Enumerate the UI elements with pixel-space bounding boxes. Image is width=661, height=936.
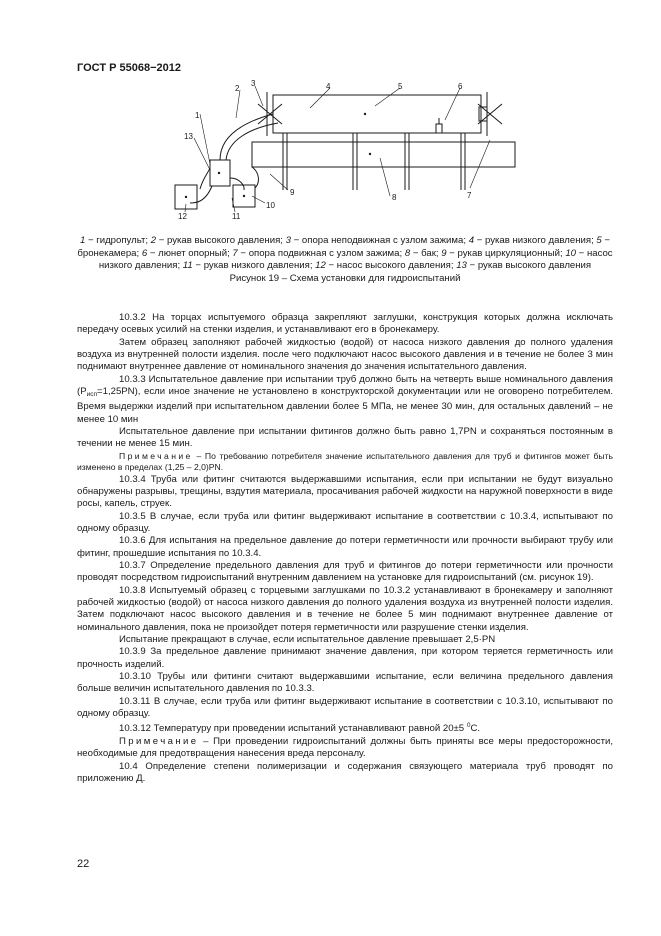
paragraph: 10.3.5 В случае, если труба или фитинг выдерживают испытание в соответствии с 10.3.4, испытывают по одному образцу. — [77, 510, 613, 534]
document-header: ГОСТ Р 55068−2012 — [77, 62, 181, 74]
note: Примечание – При проведении гидроиспытаний должны быть приняты все меры предосторожности, необходимые для предотвращения нанесения вреда персоналу. — [77, 735, 613, 760]
paragraph: 10.3.7 Определение предельного давления для труб и фитингов до потери герметичности или прочности проводят посредством гидроиспытаний внутренним давлением на установке для гидроиспытаний (см. рисунок 19). — [77, 560, 613, 584]
figure-title: Рисунок 19 – Схема установки для гидроиспытаний — [229, 272, 461, 284]
paragraph: 10.3.2 На торцах испытуемого образца закрепляют заглушки, конструкция которых должна исключать передачу осевых усилий на стенки изделия, и устанавливают его в бронекамеру. — [77, 312, 613, 336]
figure-label-7: 7 — [467, 191, 472, 200]
figure-label-11: 11 — [232, 212, 241, 221]
figure-label-6: 6 — [458, 82, 463, 91]
note: Примечание – По требованию потребителя значение испытательного давления для труб и фитингов может быть изменено в пределах (1,25 – 2,0)PN. — [77, 450, 613, 473]
paragraph: 10.3.12 Температуру при проведении испытаний устанавливают равной 20±5 $^0$С. — [119, 722, 481, 735]
figure-caption — [77, 235, 613, 285]
paragraph: Испытание прекращают в случае, если испытательное давление превышает 2,5·PN — [119, 634, 496, 646]
figure-label-12: 12 — [178, 212, 187, 221]
figure-legend: 1 − гидропульт; 2 − рукав высокого давления; 3 − опора неподвижная с узлом зажима; 4 − рукав низкого давления; 5 − бронекамера; 6 − люнет опорный; 7 − опора подвижная с узлом зажима; 8 − бак; 9 − рукав циркуляционный; 10 − насос низкого давления; 11 − рукав низкого давления; 12 − насос высокого давления; 13 − рукав высокого давления — [77, 235, 613, 272]
page-number: 22 — [77, 858, 90, 870]
paragraph: 10.3.11 В случае, если труба или фитинг выдерживают испытание в соответствии с 10.3.10, испытывают по одному образцу. — [77, 695, 613, 720]
test-setup-diagram — [160, 78, 540, 228]
paragraph: 10.3.3 Испытательное давление при испытании труб должно быть на четверть выше номинального давления $(P_{исп}=1,25PN)$, если иное значение не установлено в конструкторской документации или не оговорено потребителем. Время выдержки изделий при испытательном давлении более 5 МПа, не менее 30 мин, для остальных давлений – не менее 10 мин — [77, 373, 613, 425]
paragraph: 10.4 Определение степени полимеризации и содержания связующего материала труб проводят по приложению Д. — [77, 760, 613, 784]
figure-label-3: 3 — [251, 79, 256, 88]
figure-label-1: 1 — [195, 111, 200, 120]
figure-label-13: 13 — [184, 132, 193, 141]
figure-label-9: 9 — [290, 188, 295, 197]
armored-chamber — [273, 95, 481, 133]
paragraph: Испытательное давление при испытании фитингов должно быть равно 1,7PN и сохраняться постоянным в течении не менее 15 мин. — [77, 426, 613, 450]
document-body — [77, 312, 613, 785]
tank — [252, 142, 515, 167]
paragraph: 10.3.9 За предельное давление принимают значение давления, при котором теряется герметичность или прочность изделий. — [77, 646, 613, 670]
paragraph: 10.3.10 Трубы или фитинги считают выдержавшими испытание, если величина предельного давления больше величин испытательного давления по 10.3.3. — [77, 671, 613, 695]
figure-label-10: 10 — [266, 201, 275, 210]
paragraph: 10.3.4 Труба или фитинг считаются выдержавшими испытания, если при испытании не будут визуально обнаружены разрывы, трещины, вздутия материала, просачивания рабочей жидкости на наружной поверхности в виде росы, капель, струек. — [77, 473, 613, 510]
figure-label-4: 4 — [326, 82, 331, 91]
figure-label-8: 8 — [392, 193, 397, 202]
figure-label-2: 2 — [235, 84, 240, 93]
paragraph: Затем образец заполняют рабочей жидкостью (водой) от насоса низкого давления до полного удаления воздуха из внутренней полости изделия. после чего подключают насос высокого давления и в течение не более 3 мин поднимают внутреннее давление от номинального значения до значения испытательного давления. — [77, 336, 613, 373]
figure-label-5: 5 — [398, 82, 403, 91]
paragraph: 10.3.8 Испытуемый образец с торцевыми заглушками по 10.3.2 устанавливают в бронекамеру и заполняют рабочей жидкостью (водой) от насоса низкого давления до полного удаления воздуха из внутренней полости изделия. Затем подключают насос высокого давления и в течение не более 5 мин поднимают внутреннее давление от номинального давления, пока не произойдет потеря герметичности или разрушение стенки изделия. — [77, 584, 613, 633]
paragraph: 10.3.6 Для испытания на предельное давление до потери герметичности или прочности выбирают трубу или фитинг, прошедшие испытания по 10.3.4. — [77, 535, 613, 559]
